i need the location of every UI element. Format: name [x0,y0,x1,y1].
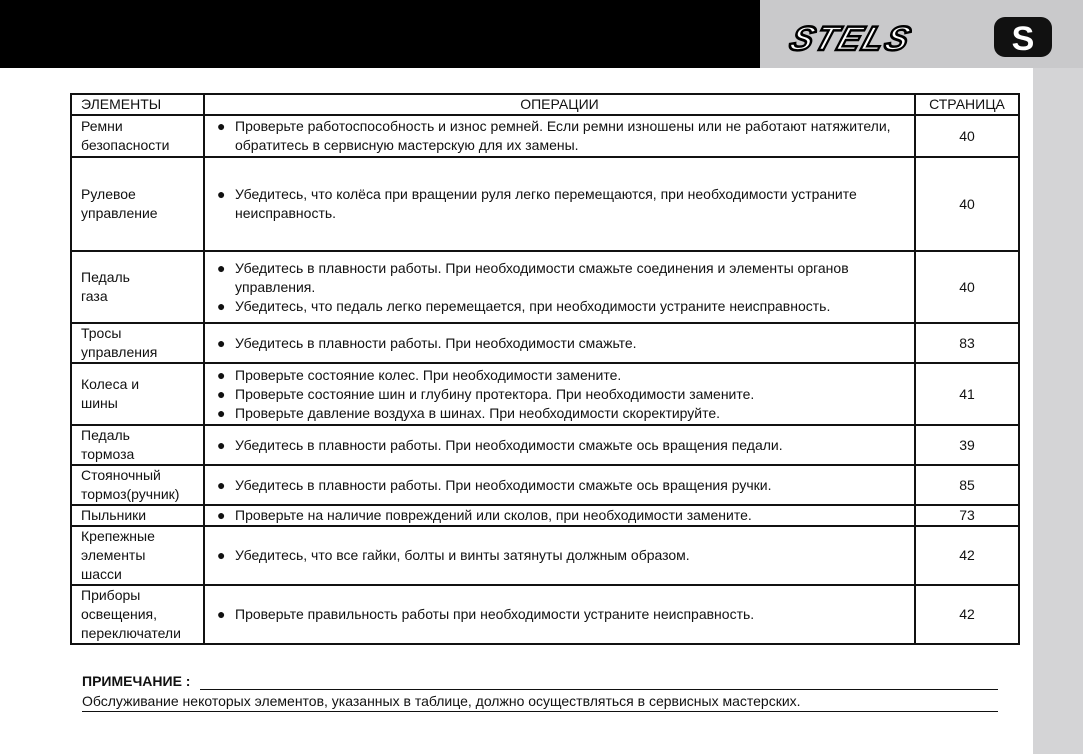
table-row [71,115,1019,157]
bullet-icon: ● [217,385,226,402]
operations-cell [204,323,915,363]
operations-cell [204,251,915,323]
bullet-icon: ● [217,436,226,453]
operation-item [217,506,914,525]
table-body [71,115,1019,644]
note-rule-bottom [82,711,998,712]
page-number: 42 [915,585,1019,644]
maintenance-table [70,93,1020,645]
bullet-icon: ● [217,118,226,134]
element-name-line: управление [81,205,158,221]
page-number: 83 [915,323,1019,363]
table-row [71,465,1019,505]
bullet-icon: ● [217,334,226,351]
page-number: 39 [915,425,1019,465]
table-row [71,323,1019,363]
operations-cell [204,465,915,505]
element-name-line: Пыльники [81,507,147,523]
bullet-icon: ● [217,366,226,383]
operation-text: Проверьте работоспособность и износ ремней. Если ремни изношены или не работают натяжители, обратитесь в сервисную мастерскую для их замены. [235,118,891,153]
element-cell [71,323,204,363]
bullet-icon: ● [217,606,226,622]
header-page: СТРАНИЦА [915,94,1019,115]
element-cell [71,585,204,644]
page-number: 40 [915,115,1019,157]
element-name-line: Стояночный [81,467,161,483]
element-name-line: переключатели [81,625,181,641]
page-number: 42 [915,526,1019,585]
operation-text: Проверьте на наличие повреждений или сколов, при необходимости замените. [235,507,752,523]
element-name-line: Колеса и [81,376,140,392]
operation-item [217,366,914,385]
operation-item [217,185,914,223]
bullet-icon: ● [217,547,226,563]
operation-text: Убедитесь в плавности работы. При необходимости смажьте. [235,334,637,351]
table-row [71,425,1019,465]
element-name-line: элементы [81,547,146,563]
operation-text: Убедитесь в плавности работы. При необходимости смажьте ось вращения ручки. [235,476,772,493]
element-name-line: газа [81,288,108,304]
operation-text: Проверьте правильность работы при необходимости устраните неисправность. [235,606,755,622]
element-cell [71,526,204,585]
operation-text: Убедитесь, что педаль легко перемещается, при необходимости устраните неисправность. [235,297,831,314]
operations-cell [204,526,915,585]
operation-item [217,259,914,297]
page-number: 40 [915,251,1019,323]
operation-item [217,385,914,404]
element-name-line: Тросы [81,325,122,341]
bullet-icon: ● [217,476,226,493]
operation-item [217,605,914,624]
logo-wordmark: STELS [785,19,918,58]
element-cell [71,505,204,526]
operation-text: Проверьте давление воздуха в шинах. При необходимости скоректируйте. [235,404,721,421]
operation-item [217,476,914,495]
operation-text: Убедитесь, что все гайки, болты и винты затянуты должным образом. [235,547,690,563]
operations-cell [204,425,915,465]
note-label: ПРИМЕЧАНИЕ : [82,673,191,689]
bullet-icon: ● [217,297,226,314]
logo-badge-letter: S [1011,20,1035,58]
table-row [71,157,1019,251]
operation-text: Убедитесь, что колёса при вращении руля легко перемещаются, при необходимости устраните неисправность. [235,186,857,221]
header-black-bar [0,0,760,68]
table-row [71,363,1019,425]
element-name-line: тормоз(ручник) [81,486,180,502]
table-row [71,251,1019,323]
element-name-line: Педаль [81,427,130,443]
element-name-line: шины [81,395,118,411]
element-name-line: Рулевое [81,186,136,202]
operations-cell [204,115,915,157]
element-name-line: безопасности [81,137,170,153]
element-cell [71,157,204,251]
stels-logo [780,12,1065,62]
element-cell [71,363,204,425]
operation-item [217,334,914,353]
element-name-line: Педаль [81,269,130,285]
table-row [71,526,1019,585]
note-text: Обслуживание некоторых элементов, указанных в таблице, должно осуществляться в сервисных мастерских. [82,693,801,709]
element-name-line: тормоза [81,446,135,462]
table-row [71,505,1019,526]
operation-item [217,404,914,423]
operation-item [217,546,914,565]
side-strip [1033,68,1083,754]
operation-text: Проверьте состояние шин и глубину протектора. При необходимости замените. [235,385,755,402]
header-elements: ЭЛЕМЕНТЫ [71,94,204,115]
operations-cell [204,363,915,425]
operation-item [217,297,914,316]
element-cell [71,425,204,465]
operation-text: Убедитесь в плавности работы. При необходимости смажьте ось вращения педали. [235,436,783,453]
element-name-line: управления [81,344,158,360]
page-number: 40 [915,157,1019,251]
bullet-icon: ● [217,507,226,523]
element-cell [71,251,204,323]
element-cell [71,115,204,157]
page-number: 85 [915,465,1019,505]
table-header-row [71,94,1019,115]
page-number: 73 [915,505,1019,526]
table-row [71,585,1019,644]
element-name-line: освещения, [81,606,158,622]
operation-item [217,117,914,155]
operations-cell [204,505,915,526]
element-name-line: Приборы [81,587,141,603]
element-name-line: шасси [81,566,122,582]
element-cell [71,465,204,505]
operation-text: Убедитесь в плавности работы. При необходимости смажьте соединения и элементы органов управления. [235,259,849,295]
bullet-icon: ● [217,404,226,421]
operations-cell [204,157,915,251]
header-operations: ОПЕРАЦИИ [204,94,915,115]
bullet-icon: ● [217,259,226,276]
operations-cell [204,585,915,644]
operation-text: Проверьте состояние колес. При необходимости замените. [235,366,622,383]
note-rule-top [200,689,998,690]
page-number: 41 [915,363,1019,425]
operation-item [217,436,914,455]
element-name-line: Ремни [81,118,123,134]
element-name-line: Крепежные [81,528,155,544]
bullet-icon: ● [217,186,226,202]
